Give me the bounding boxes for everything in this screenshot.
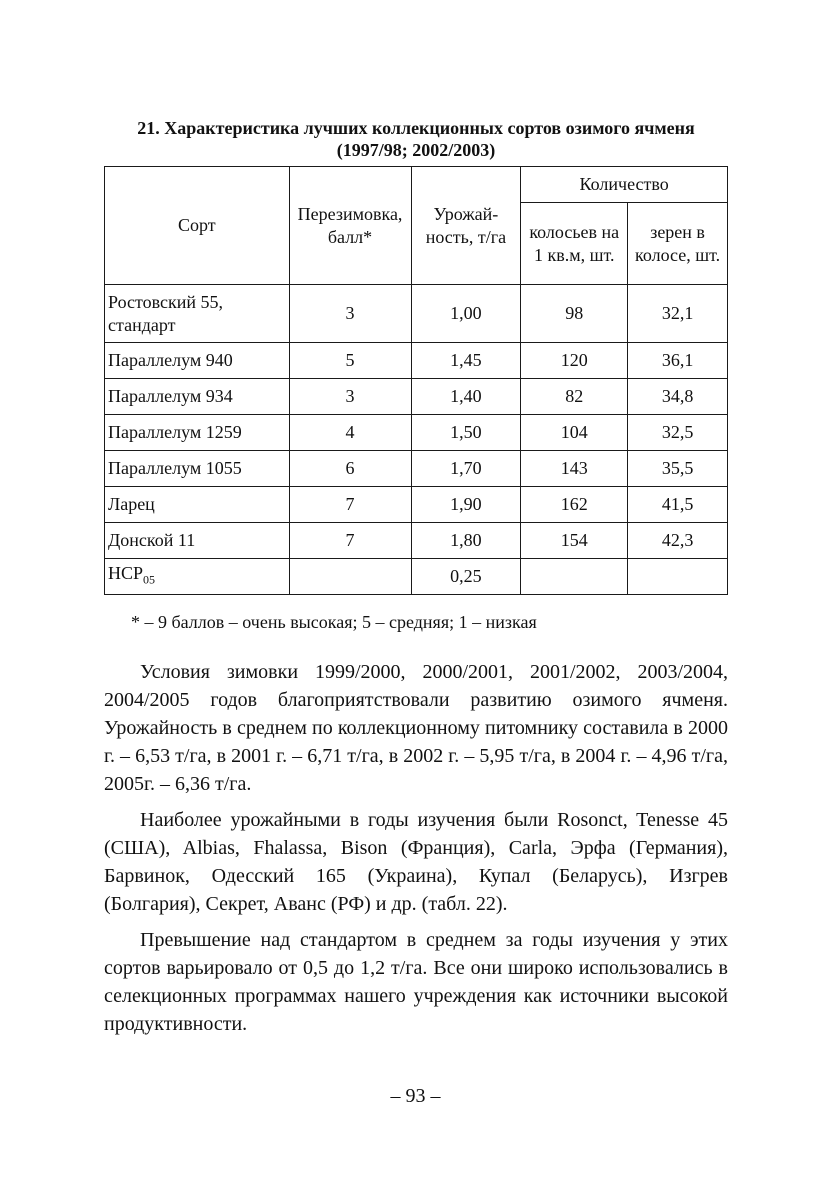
cell-ears: 82: [521, 379, 628, 415]
cell-grains: 34,8: [628, 379, 728, 415]
table-row: [105, 451, 728, 487]
cell-grains: 36,1: [628, 343, 728, 379]
varieties-table: [104, 166, 728, 595]
cell-grains: 32,1: [628, 285, 728, 343]
cell-grains: 32,5: [628, 415, 728, 451]
cell-yield: 0,25: [411, 559, 521, 595]
table-caption-years: (1997/98; 2002/2003): [336, 140, 496, 160]
cell-yield: 1,50: [411, 415, 521, 451]
header-ears: колосьев на 1 кв.м, шт.: [521, 203, 628, 285]
cell-overwintering: 7: [289, 487, 411, 523]
table-footnote: * – 9 баллов – очень высокая; 5 – средняя; 1 – низкая: [131, 612, 537, 632]
cell-overwintering: 6: [289, 451, 411, 487]
cell-grains: [628, 559, 728, 595]
header-yield: Урожай-ность, т/га: [411, 167, 521, 285]
cell-variety: Ларец: [105, 487, 290, 523]
cell-variety: Параллелум 934: [105, 379, 290, 415]
cell-overwintering: 4: [289, 415, 411, 451]
paragraph: Наиболее урожайными в годы изучения были Rosonct, Tenesse 45 (США), Albias, Fhalassa, Bison (Франция), Carla, Эрфа (Германия), Барвинок, Одесский 165 (Украина), Купал (Беларусь), Изгрев (Болгария), Секрет, Аванс (РФ) и др. (табл. 22).: [104, 809, 728, 915]
cell-variety: Ростовский 55, стандарт: [105, 285, 290, 343]
cell-yield: 1,45: [411, 343, 521, 379]
paragraph: Условия зимовки 1999/2000, 2000/2001, 2001/2002, 2003/2004, 2004/2005 годов благоприятствовали развитию озимого ячменя. Урожайность в среднем по коллекционному питомнику составила в 2000 г. – 6,53 т/га, в 2001 г. – 6,71 т/га, в 2002 г. – 5,95 т/га, в 2004 г. – 4,96 т/га, 2005г. – 6,36 т/га.: [104, 661, 728, 795]
body-text: [104, 658, 728, 1046]
cell-yield: 1,00: [411, 285, 521, 343]
cell-ears: 154: [521, 523, 628, 559]
cell-overwintering: 5: [289, 343, 411, 379]
cell-lsd-label: [105, 559, 290, 595]
cell-variety: Параллелум 1055: [105, 451, 290, 487]
header-grains: зерен в колосе, шт.: [628, 203, 728, 285]
cell-ears: 120: [521, 343, 628, 379]
cell-ears: 104: [521, 415, 628, 451]
table-row: [105, 379, 728, 415]
cell-overwintering: [289, 559, 411, 595]
cell-variety: Параллелум 1259: [105, 415, 290, 451]
cell-overwintering: 7: [289, 523, 411, 559]
cell-overwintering: 3: [289, 285, 411, 343]
cell-grains: 41,5: [628, 487, 728, 523]
table-row: [105, 523, 728, 559]
lsd-label-text: НСР: [108, 562, 144, 583]
header-quantity: Количество: [521, 167, 728, 203]
table-header-row: [105, 167, 728, 203]
cell-yield: 1,80: [411, 523, 521, 559]
table-caption-title: 21. Характеристика лучших коллекционных сортов озимого ячменя: [137, 118, 695, 138]
cell-variety: Параллелум 940: [105, 343, 290, 379]
cell-grains: 42,3: [628, 523, 728, 559]
cell-ears: [521, 559, 628, 595]
cell-yield: 1,40: [411, 379, 521, 415]
table-row: [105, 343, 728, 379]
paragraph: Превышение над стандартом в среднем за годы изучения у этих сортов варьировало от 0,5 до 1,2 т/га. Все они широко использовались в селекционных программах нашего учреждения как источники высокой продуктивности.: [104, 929, 728, 1035]
table-row: [105, 415, 728, 451]
cell-ears: 162: [521, 487, 628, 523]
table-row-lsd: [105, 559, 728, 595]
cell-grains: 35,5: [628, 451, 728, 487]
cell-yield: 1,90: [411, 487, 521, 523]
cell-variety: Донской 11: [105, 523, 290, 559]
page-number: – 93 –: [390, 1085, 441, 1107]
cell-ears: 98: [521, 285, 628, 343]
header-variety: Сорт: [105, 167, 290, 285]
lsd-label-subscript: 05: [143, 572, 156, 587]
cell-overwintering: 3: [289, 379, 411, 415]
table-caption: [100, 117, 732, 161]
table-row: [105, 285, 728, 343]
table-row: [105, 487, 728, 523]
header-overwintering: Перезимовка, балл*: [289, 167, 411, 285]
cell-yield: 1,70: [411, 451, 521, 487]
cell-ears: 143: [521, 451, 628, 487]
